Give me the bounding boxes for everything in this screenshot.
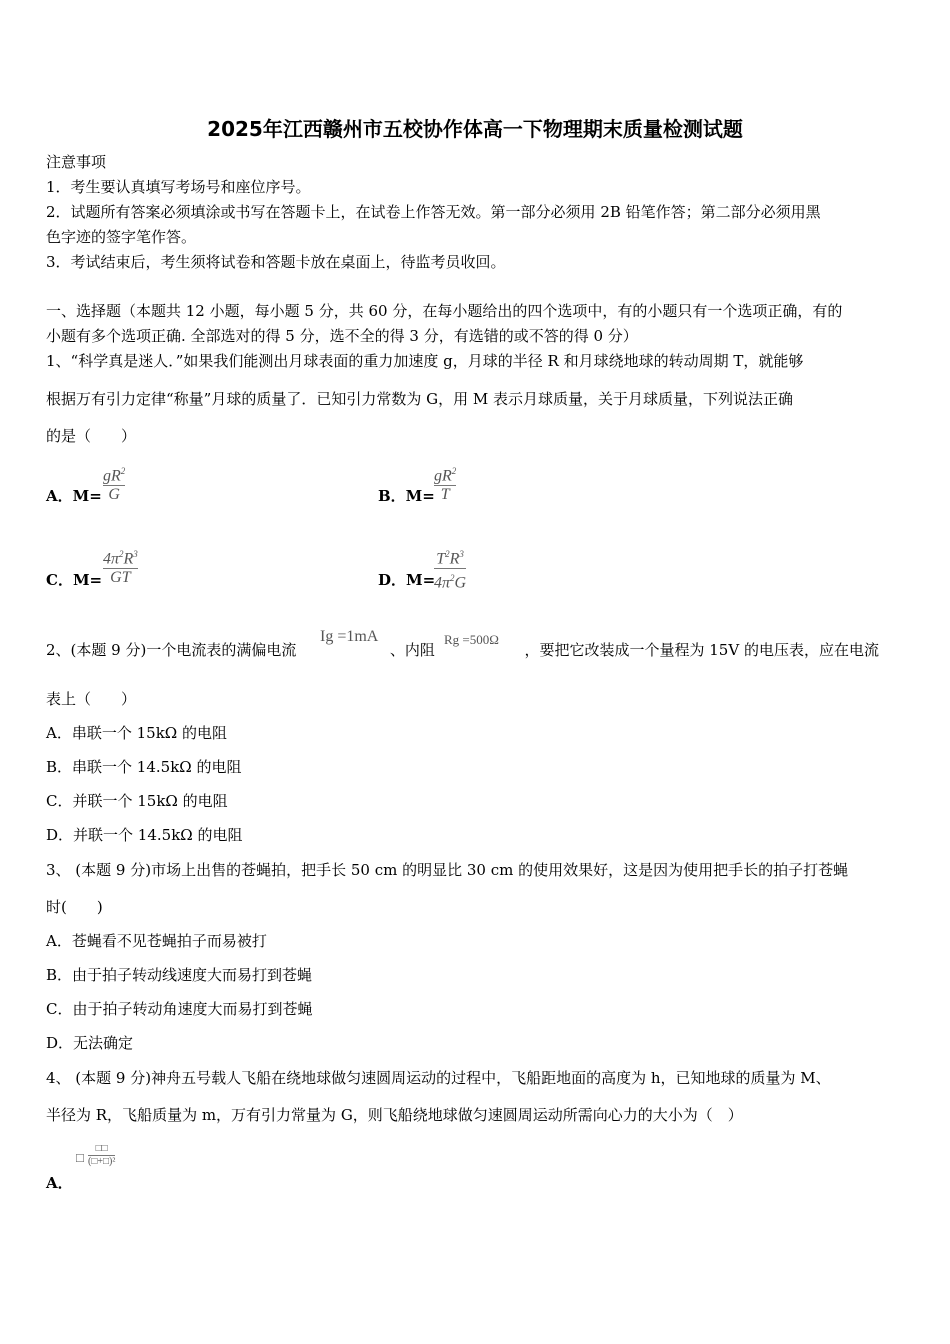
q4-option-a-formula: □□ (□+□)² [88, 1143, 116, 1167]
q1-option-a-label: A．M= [46, 487, 102, 505]
q2-option-d: D．并联一个 14.5kΩ 的电阻 [46, 826, 243, 844]
q2-option-b: B．串联一个 14.5kΩ 的电阻 [46, 758, 242, 776]
q1-option-d-formula: $T^2R^3$ $4\pi^2G$ [434, 549, 467, 592]
q2-stem: 表上（ ） [46, 690, 137, 708]
section-heading-cont: 小题有多个选项正确. 全部选对的得 5 分，选不全的得 3 分，有选错的或不答的得 0 分） [46, 327, 638, 345]
q4-option-a-prefix: □ [76, 1150, 84, 1165]
notice-item: 3．考试结束后，考生须将试卷和答题卡放在桌面上，待监考员收回。 [46, 253, 506, 271]
q1-option-c-label: C．M= [46, 571, 103, 589]
q1-stem: 的是（ ） [46, 427, 137, 445]
q3-option-c: C．由于拍子转动角速度大而易打到苍蝇 [46, 1000, 313, 1018]
q3-option-d: D．无法确定 [46, 1034, 134, 1052]
q2-current-formula: Ig =1mA [320, 628, 379, 645]
q4-stem: 4、 (本题 9 分)神舟五号载人飞船在绕地球做匀速圆周运动的过程中，飞船距地面的高度为 h，已知地球的质量为 M、 [46, 1069, 831, 1087]
notice-item: 1．考生要认真填写考场号和座位序号。 [46, 178, 311, 196]
q2-resistance-formula: Rg =500Ω [444, 632, 499, 647]
q1-option-c-formula: $4\pi^2R^3$ GT [103, 549, 138, 587]
q1-stem: 1、“科学真是迷人．”如果我们能测出月球表面的重力加速度 g，月球的半径 R 和月球绕地球的转动周期 T，就能够 [46, 352, 804, 370]
q3-option-b: B．由于拍子转动线速度大而易打到苍蝇 [46, 966, 313, 984]
q2-option-c: C．并联一个 15kΩ 的电阻 [46, 792, 228, 810]
notice-heading: 注意事项 [46, 153, 107, 171]
q1-option-b-formula: $gR^2$ T [434, 466, 457, 504]
q1-option-b-label: B．M= [378, 487, 435, 505]
q3-stem: 3、 (本题 9 分)市场上出售的苍蝇拍，把手长 50 cm 的明显比 30 cm 的使用效果好，这是因为使用把手长的拍子打苍蝇 [46, 861, 849, 879]
q2-stem: 2、(本题 9 分)一个电流表的满偏电流 、内阻 ，要把它改装成一个量程为 15V 的电压表，应在电流 [46, 641, 879, 659]
q4-option-a-label: A． [46, 1174, 73, 1192]
q3-stem: 时( ) [46, 898, 103, 916]
q1-option-d-label: D．M= [378, 571, 436, 589]
notice-item: 色字迹的签字笔作答。 [46, 228, 197, 246]
page-title: 2025年江西赣州市五校协作体高一下物理期末质量检测试题 [207, 117, 743, 141]
q3-option-a: A．苍蝇看不见苍蝇拍子而易被打 [46, 932, 267, 950]
q1-option-a-formula: $gR^2$ G [103, 466, 126, 504]
q1-stem: 根据万有引力定律“称量”月球的质量了．已知引力常数为 G，用 M 表示月球质量，关于月球质量，下列说法正确 [46, 390, 793, 408]
q4-stem: 半径为 R，飞船质量为 m，万有引力常量为 G，则飞船绕地球做匀速圆周运动所需向心力的大小为（ ） [46, 1106, 743, 1124]
q2-option-a: A．串联一个 15kΩ 的电阻 [46, 724, 227, 742]
section-heading: 一、选择题（本题共 12 小题，每小题 5 分，共 60 分，在每小题给出的四个选项中，有的小题只有一个选项正确，有的 [46, 302, 843, 320]
notice-item: 2．试题所有答案必须填涂或书写在答题卡上，在试卷上作答无效。第一部分必须用 2B 铅笔作答；第二部分必须用黑 [46, 203, 821, 221]
